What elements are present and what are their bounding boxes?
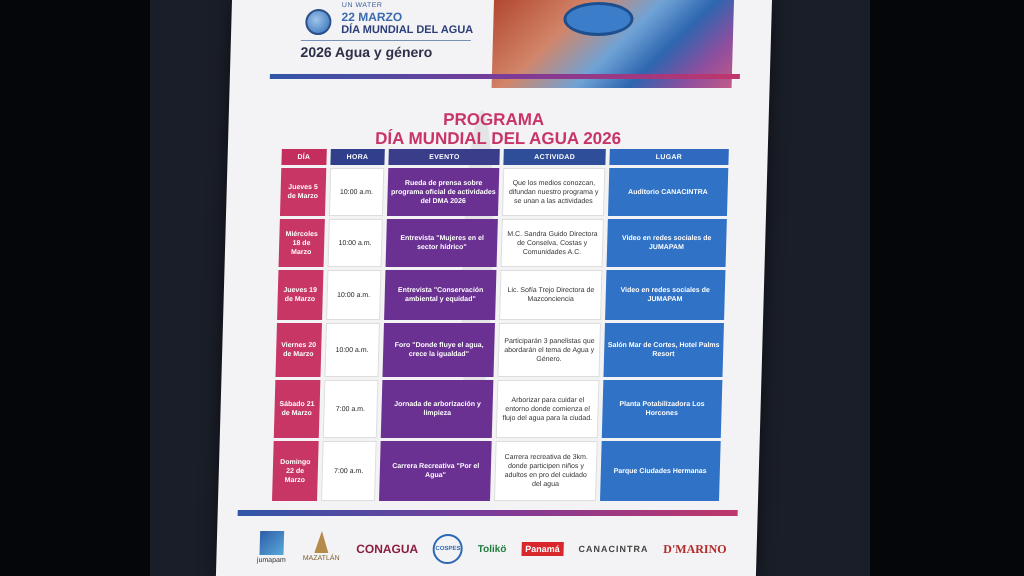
event-theme: 2026 Agua y género [300, 44, 433, 60]
cell-actividad: Arborizar para cuidar el entorno donde comienza el flujo del agua para la ciudad. [496, 380, 599, 438]
cell-lugar: Salón Mar de Cortes, Hotel Palms Resort [603, 323, 724, 377]
cospes-logo: COSPES [433, 534, 464, 564]
event-date: 22 MARZO [341, 10, 403, 24]
table-header-row [281, 149, 728, 165]
poster-header [229, 0, 772, 95]
header-gradient-bar [270, 74, 740, 79]
cell-hora: 10:00 a.m. [327, 219, 383, 267]
cell-evento: Carrera Recreativa "Por el Agua" [379, 441, 492, 501]
header-lugar: LUGAR [609, 149, 729, 165]
cell-hora: 7:00 a.m. [321, 441, 377, 501]
header-hora: HORA [330, 149, 385, 165]
cell-actividad: Lic. Sofía Trejo Directora de Mazconciencia [499, 270, 602, 320]
cell-hora: 10:00 a.m. [324, 323, 380, 377]
cell-evento: Foro "Donde fluye el agua, crece la igualdad" [383, 323, 496, 377]
cell-evento: Rueda de prensa sobre programa oficial de actividades del DMA 2026 [387, 168, 500, 216]
table-row [279, 219, 727, 267]
cell-dia: Sábado 21 de Marzo [274, 380, 320, 438]
table-row [280, 168, 728, 216]
sponsor-logos [256, 525, 727, 573]
title-line-2: DÍA MUNDIAL DEL AGUA 2026 [374, 129, 622, 148]
jumapam-mark-icon [259, 531, 284, 555]
cell-actividad: Carrera recreativa de 3km. donde participen niños y adultos en pro del cuidado del agua [494, 441, 597, 501]
panama-logo: Panamá [521, 542, 564, 556]
table-row [277, 270, 725, 320]
cell-evento: Jornada de arborización y limpieza [381, 380, 494, 438]
mazatlan-mark-icon [314, 531, 329, 553]
photo-plate-shape [563, 2, 634, 36]
cell-actividad: Participarán 3 panelistas que abordarán el tema de Agua y Género. [498, 323, 601, 377]
cell-evento: Entrevista "Mujeres en el sector hídrico" [386, 219, 499, 267]
title-line-1: PROGRAMA [442, 110, 545, 129]
cell-dia: Domingo 22 de Marzo [272, 441, 318, 501]
table-row [272, 441, 721, 501]
cell-actividad: Que los medios conozcan, difundan nuestro programa y se unan a las actividades [502, 168, 605, 216]
program-title [228, 110, 769, 148]
jumapam-logo [256, 531, 287, 567]
jumapam-label: jumapam [256, 557, 286, 564]
cell-lugar: Parque Ciudades Hermanas [600, 441, 721, 501]
cell-actividad: M.C. Sandra Guido Directora de Conselva, Costas y Comunidades A.C. [501, 219, 604, 267]
table-row [275, 323, 724, 377]
header-divider [301, 40, 471, 41]
cell-lugar: Video en redes sociales de JUMAPAM [606, 219, 727, 267]
marino-logo: D'MARINO [663, 541, 727, 556]
cell-hora: 10:00 a.m. [328, 168, 384, 216]
cell-dia: Jueves 5 de Marzo [280, 168, 326, 216]
footer-gradient-bar [238, 510, 738, 516]
program-poster [216, 0, 772, 576]
water-drop-icon [305, 9, 332, 35]
event-name: DÍA MUNDIAL DEL AGUA [340, 24, 474, 36]
header-dia: DÍA [281, 149, 326, 165]
cell-lugar: Planta Potabilizadora Los Horcones [601, 380, 722, 438]
cell-hora: 10:00 a.m. [326, 270, 382, 320]
header-evento: EVENTO [389, 149, 501, 165]
schedule-table [268, 146, 733, 504]
cell-dia: Miércoles 18 de Marzo [279, 219, 325, 267]
canacintra-logo: CANACINTRA [578, 544, 649, 554]
cell-lugar: Video en redes sociales de JUMAPAM [605, 270, 726, 320]
cell-hora: 7:00 a.m. [322, 380, 378, 438]
cell-dia: Viernes 20 de Marzo [275, 323, 321, 377]
cell-evento: Entrevista "Conservación ambiental y equidad" [384, 270, 497, 320]
un-water-label: UN WATER [341, 2, 383, 9]
mazatlan-label: MAZATLÁN [302, 555, 340, 562]
toliko-logo: Tolikö [477, 543, 507, 555]
header-actividad: ACTIVIDAD [504, 149, 606, 165]
event-logo [280, 0, 482, 80]
cell-lugar: Auditorio CANACINTRA [608, 168, 729, 216]
conagua-logo: CONAGUA [356, 542, 419, 556]
mazatlan-logo [301, 531, 342, 567]
cell-dia: Jueves 19 de Marzo [277, 270, 323, 320]
table-row [274, 380, 723, 438]
